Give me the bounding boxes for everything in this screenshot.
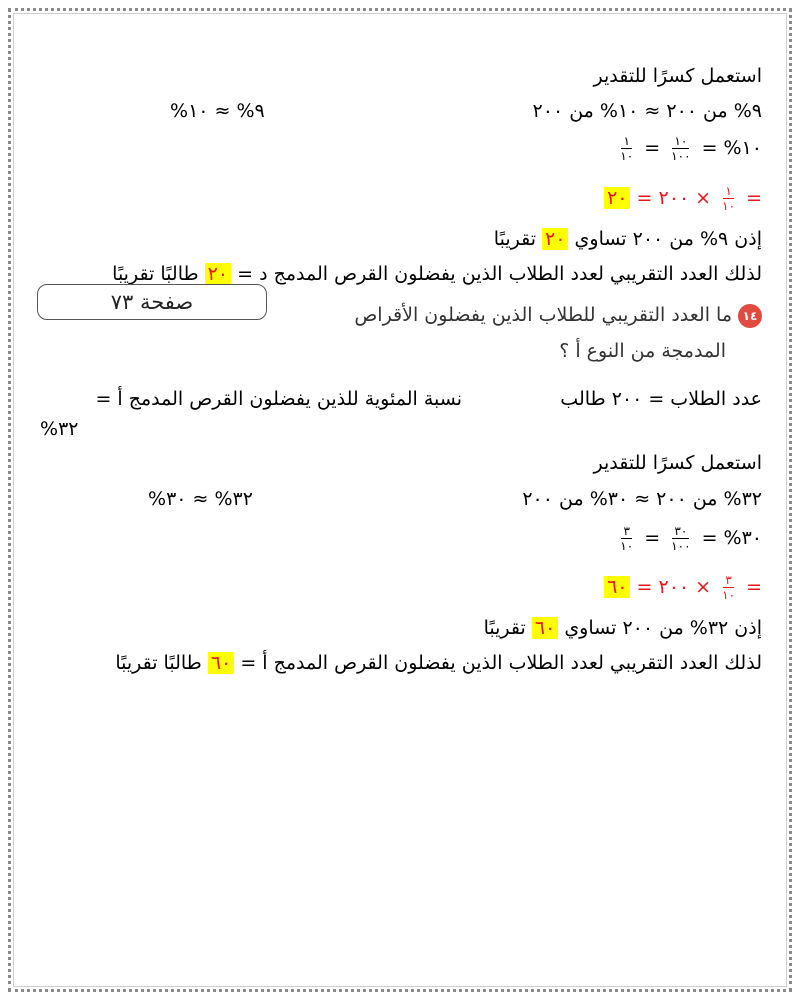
s2-approx-left: ٣٢% ≈ ٣٠% xyxy=(148,488,253,510)
s1-frac1: $\frac{١٠}{١٠٠}$ xyxy=(671,134,691,163)
s1-approx-right: ٩% من ٢٠٠ ≈ ١٠% من ٢٠٠ xyxy=(532,100,762,122)
s1-frac2: $\frac{١}{١٠}$ xyxy=(620,134,634,163)
s2-frac1: $\frac{٣٠}{١٠٠}$ xyxy=(671,524,691,553)
s2-so-line: إذن ٣٢% من ٢٠٠ تساوي ٦٠ تقريبًا xyxy=(483,617,762,639)
s1-multiply-equation: = $\frac{١}{١٠}$ × ٢٠٠ = ٢٠ xyxy=(604,184,762,213)
s2-percent-line-1: نسبة المئوية للذين يفضلون القرص المدمج أ = xyxy=(95,388,462,410)
s2-estimate-label: استعمل كسرًا للتقدير xyxy=(593,452,762,474)
s1-frac-lead: ١٠% = xyxy=(701,137,762,159)
s1-fraction-equation: ١٠% = $\frac{١٠}{١٠٠}$ = $\frac{١}{١٠}$ xyxy=(620,134,762,163)
s2-students-total: عدد الطلاب = ٢٠٠ طالب xyxy=(560,388,762,410)
s2-so-result: ٦٠ xyxy=(532,617,558,639)
s1-approx-left: ٩% ≈ ١٠% xyxy=(170,100,265,122)
s2-multiply-equation: = $\frac{٣}{١٠}$ × ٢٠٠ = ٦٠ xyxy=(604,573,762,602)
s2-conclusion-result: ٦٠ xyxy=(208,652,234,674)
s2-frac2: $\frac{٣}{١٠}$ xyxy=(620,524,634,553)
s1-mult-frac: $\frac{١}{١٠}$ xyxy=(722,184,736,213)
question-line-1: ١٤ما العدد التقريبي للطلاب الذين يفضلون الأقراص xyxy=(354,298,762,332)
s2-conclusion: لذلك العدد التقريبي لعدد الطلاب الذين يفضلون القرص المدمج أ = ٦٠ طالبًا تقريبًا xyxy=(115,652,762,674)
s1-conclusion-result: ٢٠ xyxy=(205,263,231,285)
s1-so-result: ٢٠ xyxy=(542,228,568,250)
s1-estimate-label: استعمل كسرًا للتقدير xyxy=(593,65,762,87)
s2-fraction-equation: ٣٠% = $\frac{٣٠}{١٠٠}$ = $\frac{٣}{١٠}$ xyxy=(620,524,762,553)
s2-approx-right: ٣٢% من ٢٠٠ ≈ ٣٠% من ٢٠٠ xyxy=(522,488,762,510)
s2-mult-frac: $\frac{٣}{١٠}$ xyxy=(722,573,736,602)
s1-conclusion: لذلك العدد التقريبي لعدد الطلاب الذين يفضلون القرص المدمج د = ٢٠ طالبًا تقريبًا xyxy=(112,263,762,285)
s2-result-highlight: ٦٠ xyxy=(604,576,630,598)
question-line-2: المدمجة من النوع أ ؟ xyxy=(559,340,726,362)
s1-so-line: إذن ٩% من ٢٠٠ تساوي ٢٠ تقريبًا xyxy=(493,228,762,250)
question-number-badge: ١٤ xyxy=(738,304,762,328)
s1-result-highlight: ٢٠ xyxy=(604,187,630,209)
page-number-box: صفحة ٧٣ xyxy=(37,284,267,320)
s2-percent-line-2: ٣٢% xyxy=(40,418,79,440)
s1-mult-tail: × ٢٠٠ = xyxy=(636,187,712,209)
